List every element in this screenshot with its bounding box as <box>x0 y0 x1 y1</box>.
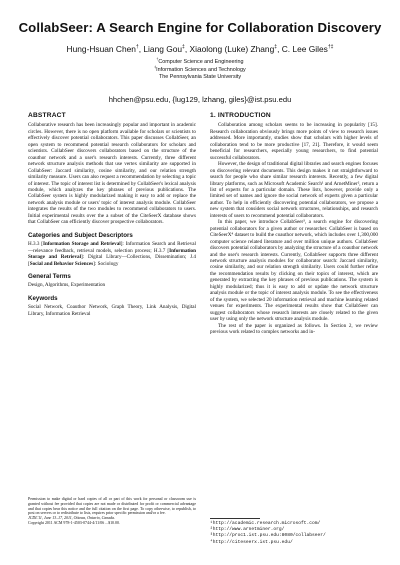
categories-part: Social and Behavior Sciences <box>29 260 94 267</box>
categories-text <box>28 241 196 267</box>
footnote: ¹http://academic.research.microsoft.com/ <box>210 521 321 526</box>
affiliation-text: The Pennsylvania State University <box>158 74 242 80</box>
intro-paragraph: In this paper, we introduce CollabSeer³, a search engine for discovering potential collaborators for a given author or researcher. CollabSeer is based on CiteSeerX⁴ dataset to build the coauthor network, which includes over 1,300,000 computer science related literature and over million unique authors. CollabSeer discovers potential collaborators by analyzing the structure of a coauthor network and the user's research interests. Currently, CollabSeer supports three different network structure analysis modules for collaborator search: Jaccard similarity, cosine similarity, and our relation strength similarity. Users could further refine the recommendation results by clicking on their topics of interest, which are generated by extracting the key phrases of previous publications. The system is highly modularized; thus it is easy to add or update the network structure analysis module or the topic of interest analysis module. To see the effectiveness of the system, we selected 20 information retrieval and machine learning related venues for experiments. The experimental results show that CollabSeer can suggest collaborators whose research interests are closely related to the given user by using only the network structure analysis module. <box>210 219 378 323</box>
footnote: ²http://www.arnetminer.org/ <box>210 527 285 533</box>
footnote: ⁴http://citeseerx.ist.psu.edu/ <box>210 539 293 545</box>
venue-line: JCDL'11, June 13–17, 2011, Ottawa, Ontario, Canada. <box>28 515 116 520</box>
categories-part: ]: Sociology <box>93 260 119 267</box>
affiliation-text: Computer Science and Engineering <box>158 59 244 65</box>
footnote: ³http://proc1.ist.psu.edu:8080/collabseer/ <box>210 533 326 539</box>
author-mark: †‡ <box>327 44 334 51</box>
permission-text: Permission to make digital or hard copies of all or part of this work for personal or classroom use is granted without fee provided that copies are not made or distributed for profit or commercial advantage and that copies bear this notice and the full citation on the first page. To copy otherwise, to republish, to post on servers or to redistribute to lists, requires prior specific permission and/or a fee. <box>28 496 196 516</box>
abstract-text: Collaborative research has been increasingly popular and important in academic circles. However, there is no open platform available for scholars or scientists to effectively discover potential collaborators. This paper discusses CollabSeer, an open system to recommend potential research collaborators for scholars and scientists. CollabSeer discovers collaborators based on the structure of the coauthor network and a user's research interests. Currently, three different network structure analysis methods that use vertex similarity are supported in CollabSeer: Jaccard similarity, cosine similarity, and our relation strength similarity measure. Users can also request a recommendation by selecting a topic of interest. The topic of interest list is determined by CollabSeer's lexical analysis module, which analyzes the key phrases of previous publications. The CollabSeer system is highly modularized making it easy to add or replace the network analysis module or users' topic of interest analysis module. CollabSeer integrates the results of the two modules to recommend collaborators to users. Initial experimental results over the a subset of the CiteSeerX database shows that CollabSeer can efficiently discover prospective collaborators. <box>28 122 196 226</box>
categories-heading: Categories and Subject Descriptors <box>28 231 133 239</box>
affiliation-mark: † <box>156 57 159 62</box>
copyright-line: Copyright 2011 ACM 978-1-4503-0744-4/11/06 ...$10.00. <box>28 519 120 525</box>
intro-paragraph: However, the design of traditional digital libraries and search engines focuses on discovering relevant documents. This design makes it not straightforward to search for people who share similar research interests. Recently, a few digital library platforms, such as Microsoft Academic Search¹ and ArnetMiner², return a list of experts for a particular domain. These lists, however, provide only a limited set of names and ignore the social network of experts given a particular author. To help in efficiently discovering potential collaborators, we propose a new system that considers social network structures, relationships, and research interests of users to recommend potential collaborators. <box>210 161 378 219</box>
affiliation <box>0 59 400 66</box>
categories-part: ]: Digital Library—Collections, Dissemination; J.4 [ <box>28 254 196 267</box>
intro-paragraph: The rest of the paper is organized as follows. In Section 2, we review previous work related to complex networks and in- <box>210 322 378 335</box>
categories-part: ]: Information Search and Retrieval—relevance feedback, retrieval models, selection process; H.3.7 [ <box>28 241 196 254</box>
paper-title: CollabSeer: A Search Engine for Collaboration Discovery <box>18 20 382 35</box>
general-terms-text: Design, Algorithms, Experimentation <box>28 282 106 289</box>
author-mark: ‡ <box>182 44 185 51</box>
footnotes <box>210 521 378 546</box>
affiliation-text: Information Sciences and Technology <box>156 66 246 73</box>
author-name: Liang Gou <box>143 44 183 54</box>
intro-heading: 1. INTRODUCTION <box>210 112 271 119</box>
affiliation-mark: ‡ <box>154 64 157 69</box>
abstract-heading: ABSTRACT <box>28 112 66 119</box>
left-column <box>28 113 196 317</box>
categories-part: Information Storage and Retrieval <box>42 241 121 248</box>
categories-part: H.3.3 [ <box>28 241 43 248</box>
categories-part: Information Storage and Retrieval <box>28 247 196 261</box>
affiliation <box>0 64 400 74</box>
general-terms-heading: General Terms <box>28 272 71 280</box>
intro-paragraph: Collaboration among scholars seems to be increasing in popularity [15]. Research collaboration obviously brings more points of view to research issues addressed. More importantly, studies show that scholars with higher levels of collaboration tend to be more productive [17, 21]. Therefore, it would seem beneficial for researchers, especially young researchers, to find potential successful collaborators. <box>210 122 378 161</box>
author-name: Hung-Hsuan Chen <box>66 44 136 54</box>
author-mark: † <box>135 44 139 51</box>
right-column <box>210 113 378 335</box>
author-line: Hung-Hsuan Chen†, Liang Gou‡, Xiaolong (Luke) Zhang‡, C. Lee Giles†‡ <box>66 44 334 54</box>
affiliation <box>0 74 400 81</box>
permission-block <box>28 497 196 526</box>
footnote-divider <box>210 518 260 519</box>
author-mark: ‡ <box>274 44 278 51</box>
author-name: C. Lee Giles <box>281 44 328 54</box>
author-name: Xiaolong (Luke) Zhang <box>189 44 275 54</box>
keywords-text: Social Network, Coauthor Network, Graph Theory, Link Analysis, Digital Library, Information Retrieval <box>28 304 196 317</box>
author-emails: hhchen@psu.edu, {lug129, lzhang, giles}@ist.psu.edu <box>108 95 292 104</box>
keywords-heading: Keywords <box>28 294 58 302</box>
